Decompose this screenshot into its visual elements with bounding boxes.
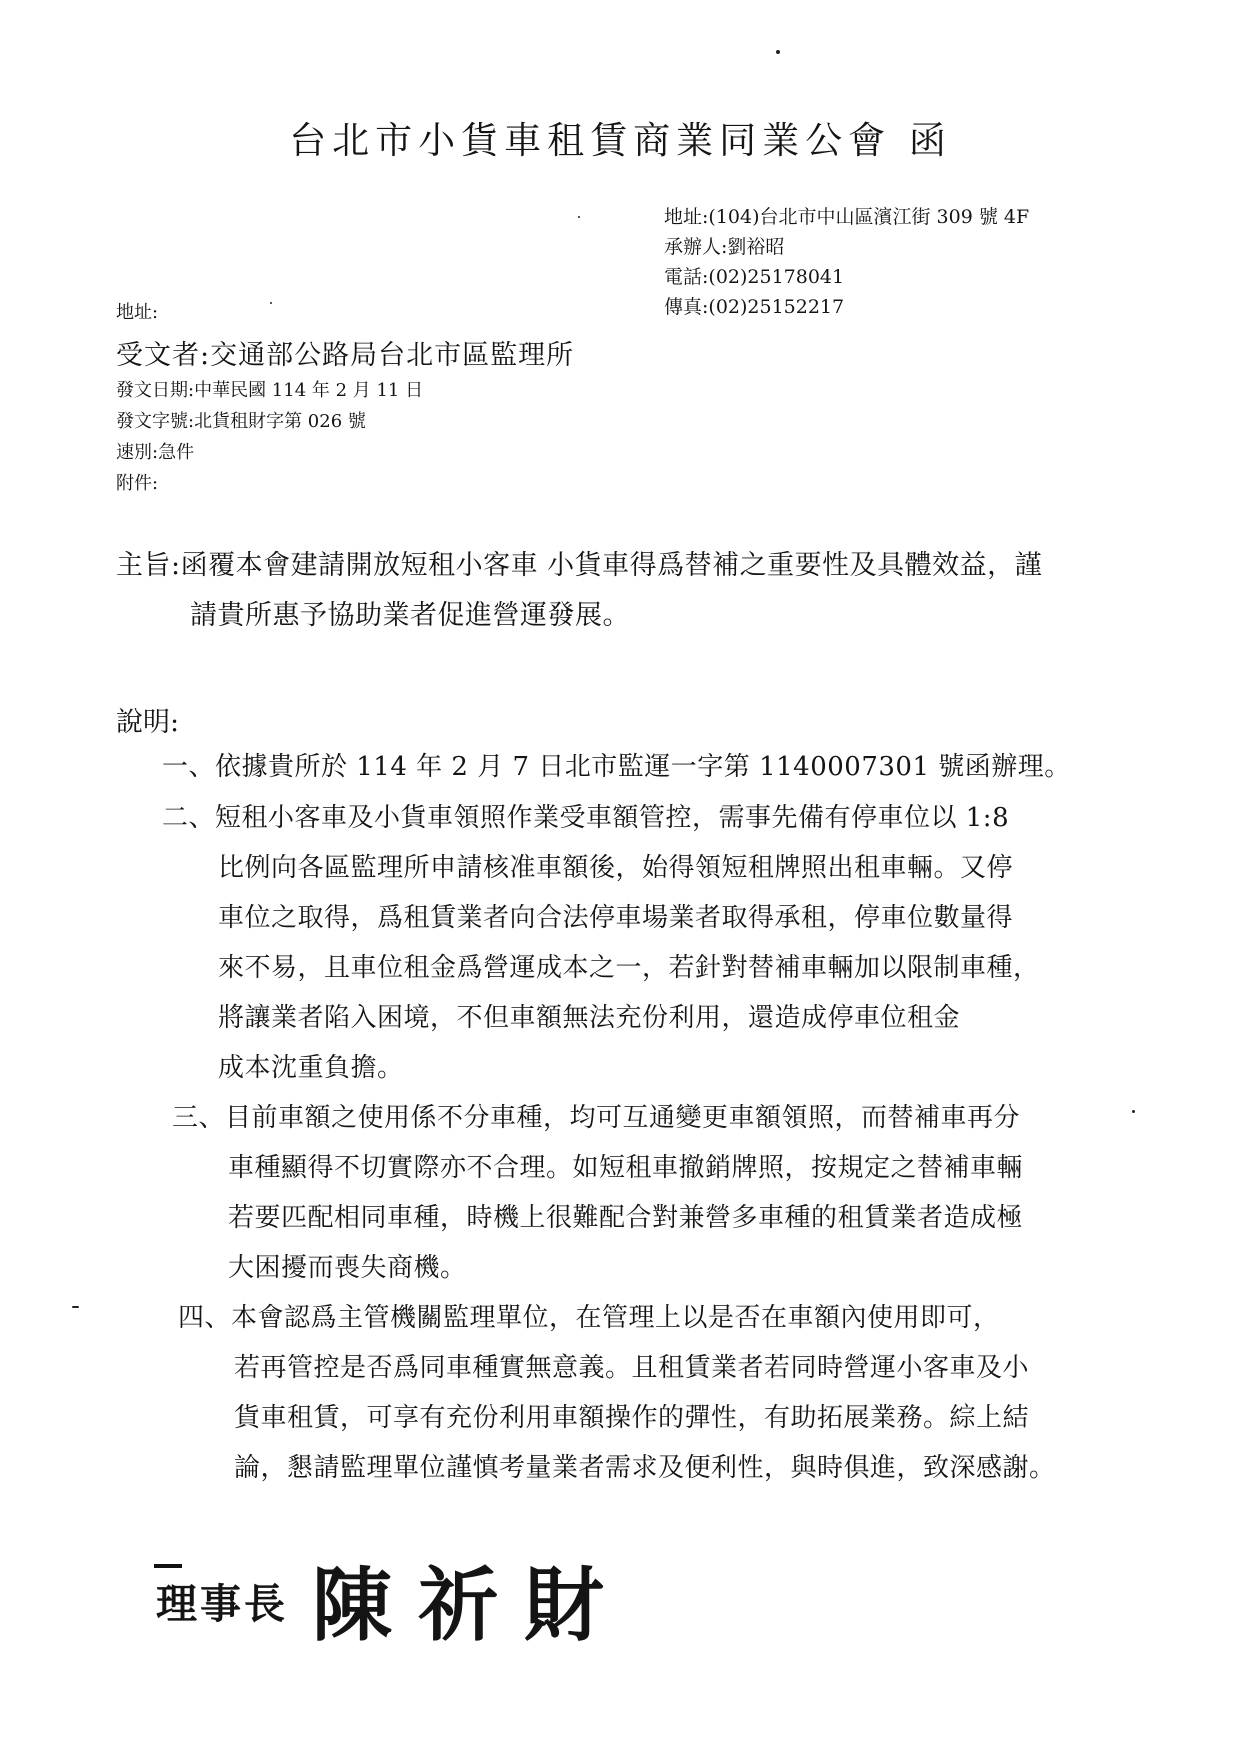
sender-phone: 電話:(02)25178041 — [664, 266, 845, 288]
subject-section — [116, 541, 1042, 641]
item-4-line-3: 貨車租賃，可享有充份利用車額操作的彈性，有助拓展業務。綜上結 — [234, 1403, 1030, 1433]
item-2-line-5: 將讓業者陷入困境，不但車額無法充份利用，還造成停車位租金 — [218, 1003, 961, 1033]
sender-address: 地址:(104)台北市中山區濱江街 309 號 4F — [664, 206, 1030, 228]
scan-speck — [72, 1306, 79, 1308]
scan-speck — [1132, 1110, 1135, 1113]
attachment: 附件: — [116, 473, 159, 494]
document-meta — [116, 375, 423, 499]
recipient-address-label: 地址: — [116, 302, 159, 323]
item-3-line-2: 車種顯得不切實際亦不合理。如短租車撤銷牌照，按規定之替補車輛 — [228, 1153, 1024, 1183]
item-3-line-4: 大困擾而喪失商機。 — [228, 1253, 467, 1283]
explanation-item-1 — [162, 742, 1071, 792]
sender-contact-block — [664, 202, 1029, 322]
signatory-title: 理事長 — [156, 1580, 288, 1628]
item-4-line-4: 論，懇請監理單位謹慎考量業者需求及便利性，與時俱進，致深感謝。 — [234, 1453, 1056, 1483]
item-2-line-6: 成本沈重負擔。 — [218, 1053, 404, 1083]
document-number: 發文字號:北貨租財字第 026 號 — [116, 411, 366, 432]
item-2-line-4: 來不易，且車位租金爲營運成本之一，若針對替補車輛加以限制車種， — [218, 953, 1040, 983]
explanation-item-3 — [172, 1093, 1023, 1293]
explanation-label: 說明: — [116, 707, 180, 738]
delivery-speed: 速別:急件 — [116, 442, 195, 463]
scan-speck — [270, 302, 272, 304]
item-4-line-2: 若再管控是否爲同車種實無意義。且租賃業者若同時營運小客車及小 — [234, 1353, 1030, 1383]
explanation-item-2 — [162, 793, 1040, 1093]
item-2-line-1: 二、短租小客車及小貨車領照作業受車額管控，需事先備有停車位以 1:8 — [162, 803, 1010, 833]
scan-speck — [776, 50, 780, 54]
sender-fax: 傳真:(02)25152217 — [664, 296, 845, 318]
item-4-line-1: 四、本會認爲主管機關監理單位，在管理上以是否在車額內使用即可， — [178, 1303, 1000, 1333]
recipient-line: 受文者:交通部公路局台北市區監理所 — [116, 340, 575, 371]
subject-line-2: 請貴所惠予協助業者促進營運發展。 — [190, 600, 630, 631]
signature-mark — [154, 1564, 182, 1568]
subject-line-1: 主旨:函覆本會建請開放短租小客車 小貨車得爲替補之重要性及具體效益，謹 — [116, 550, 1043, 581]
letter-title: 台北市小貨車租賃商業同業公會 函 — [289, 119, 952, 162]
issue-date: 發文日期:中華民國 114 年 2 月 11 日 — [116, 380, 424, 401]
scan-speck — [578, 216, 580, 218]
item-3-line-3: 若要匹配相同車種，時機上很難配合對兼營多車種的租賃業者造成極 — [228, 1203, 1024, 1233]
item-2-line-3: 車位之取得，爲租賃業者向合法停車場業者取得承租，停車位數量得 — [218, 903, 1014, 933]
sender-handler: 承辦人:劉裕昭 — [664, 236, 785, 258]
item-3-line-1: 三、目前車額之使用係不分車種，均可互通變更車額領照，而替補車再分 — [172, 1103, 1021, 1133]
signatory-name-stamp: 陳祈財 — [312, 1559, 630, 1652]
item-2-line-2: 比例向各區監理所申請核准車額後，始得領短租牌照出租車輛。又停 — [218, 853, 1014, 883]
explanation-item-4 — [178, 1293, 1056, 1493]
item-1-line-1: 一、依據貴所於 114 年 2 月 7 日北市監運一字第 1140007301 號函辦理。 — [162, 752, 1071, 782]
